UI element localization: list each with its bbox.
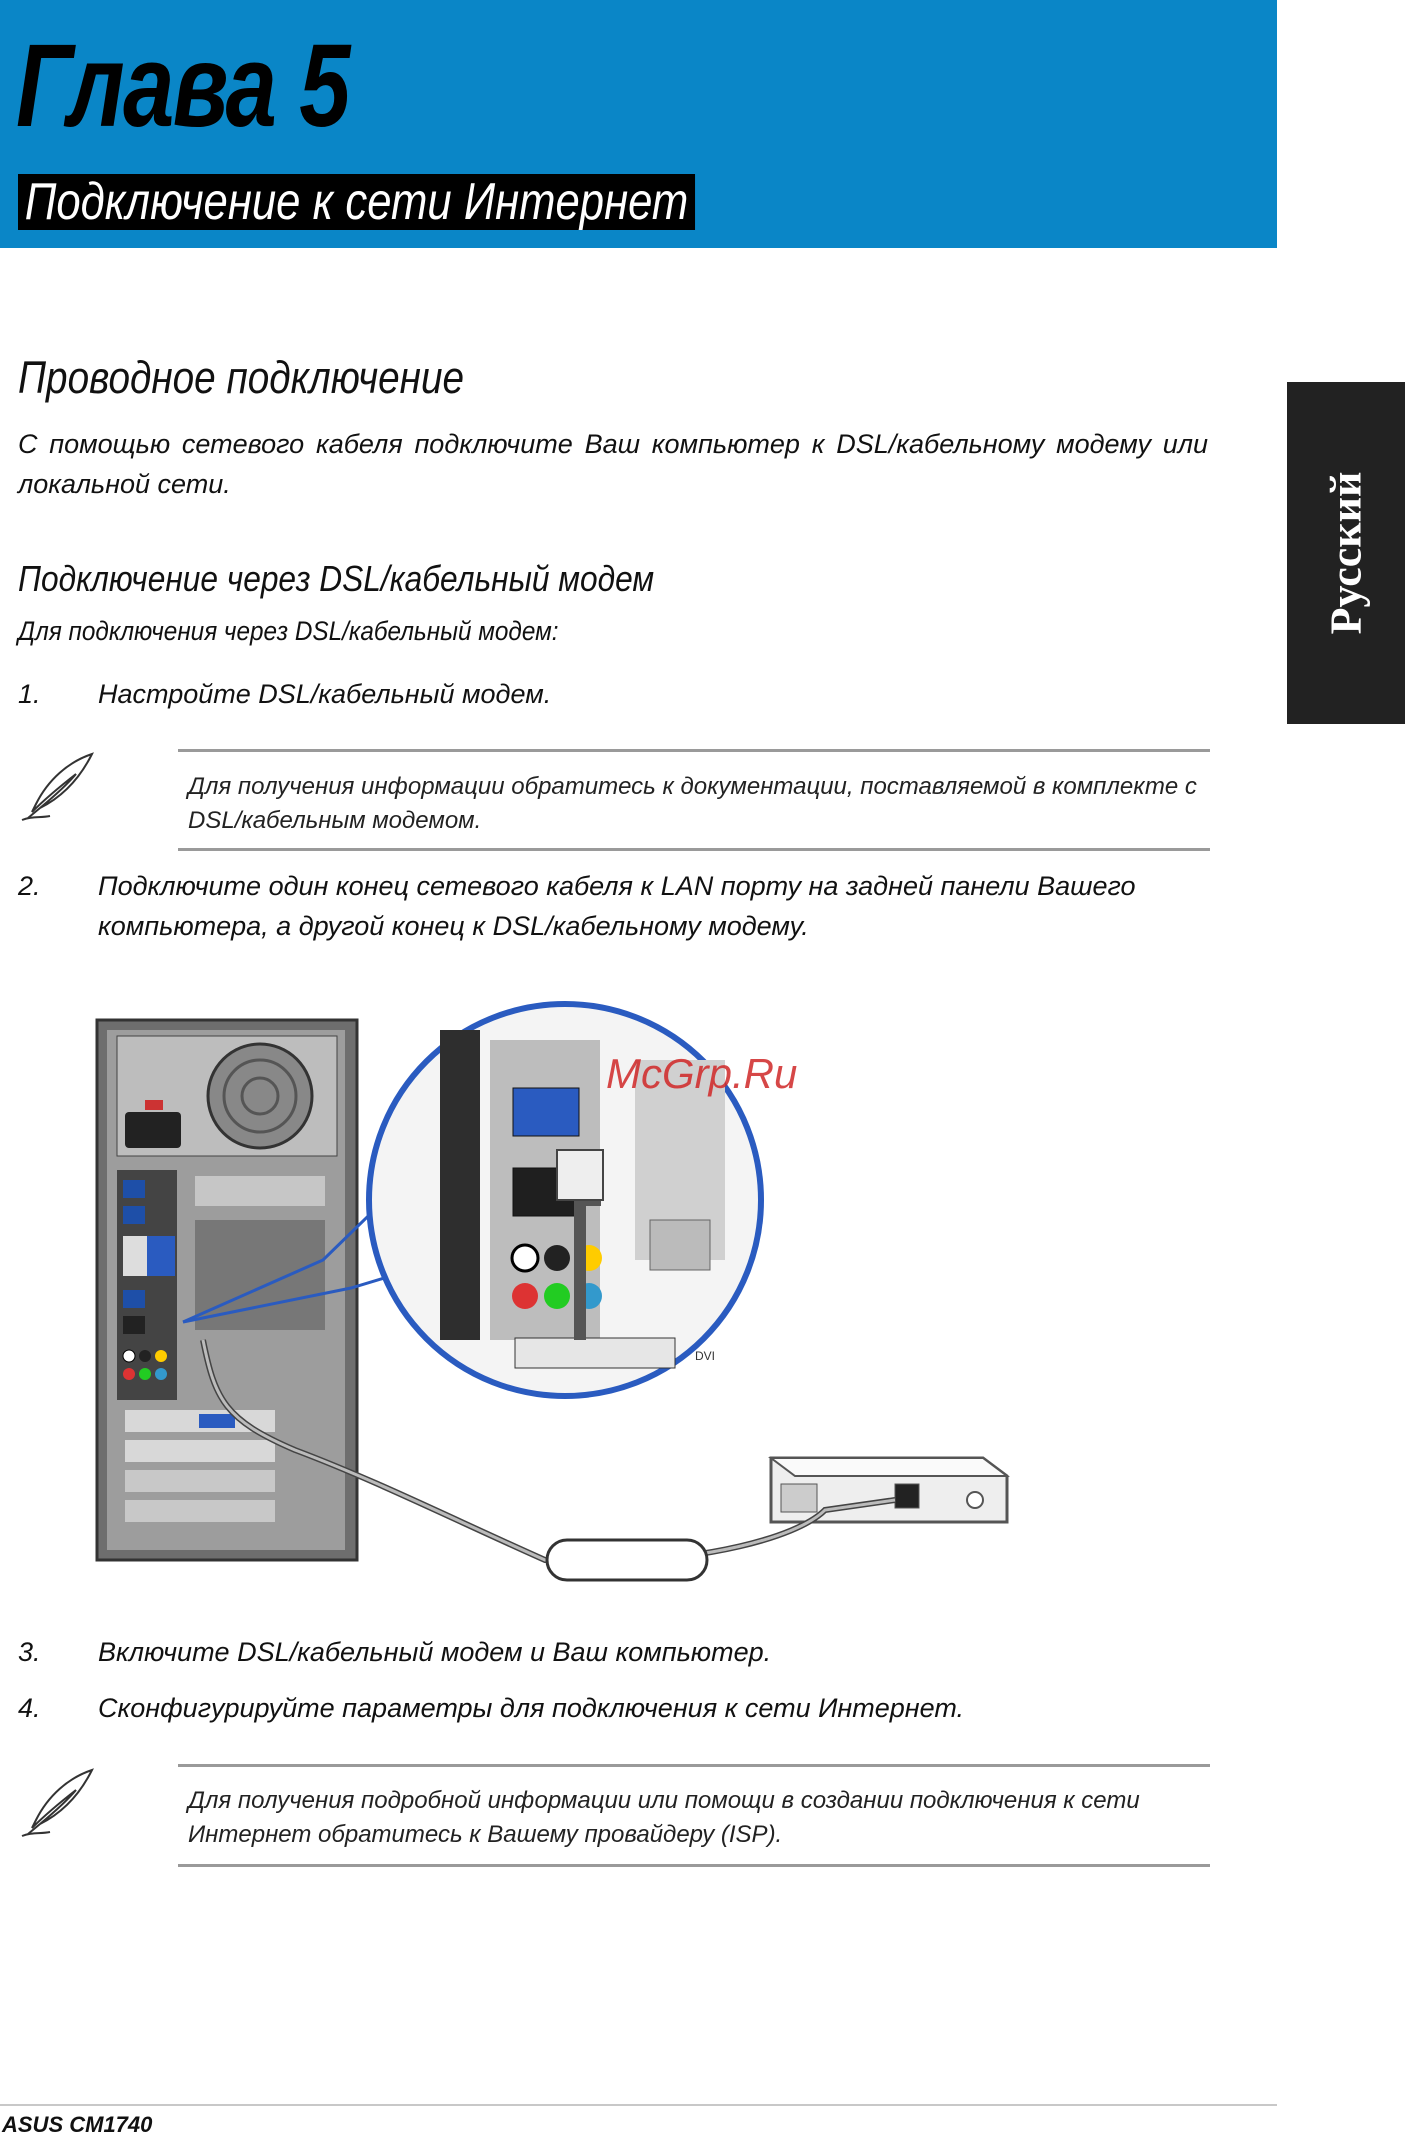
footer-rule: [0, 2104, 1277, 2106]
footer-model: ASUS CM1740: [2, 2112, 153, 2137]
note-bottom-rule: [178, 1864, 1210, 1867]
chapter-title: Глава 5: [16, 20, 349, 152]
pc-tower-illustration: [97, 1020, 357, 1560]
step-text: Настройте DSL/кабельный модем.: [98, 679, 552, 709]
chapter-subtitle: Подключение к сети Интернет: [18, 174, 695, 230]
watermark: McGrp.Ru: [606, 1050, 798, 1097]
quill-note-icon: [18, 752, 100, 822]
language-tab: [1287, 382, 1405, 724]
step-number: 1.: [18, 679, 41, 709]
step-text: Включите DSL/кабельный модем и Ваш компьютер.: [98, 1637, 772, 1667]
step-text: Сконфигурируйте параметры для подключения к сети Интернет.: [98, 1693, 965, 1723]
subsection-lead: Для подключения через DSL/кабельный модем:: [18, 616, 559, 646]
language-tab-label: Русский: [1321, 471, 1371, 635]
step-number: 2.: [18, 871, 41, 901]
note-text: Для получения информации обратитесь к документации, поставляемой в комплекте с DSL/кабельным модемом.: [188, 773, 1197, 834]
note-bottom-rule: [178, 848, 1210, 851]
dvi-port-label: DVI: [695, 1349, 716, 1363]
connection-diagram: [95, 1000, 1025, 1600]
cable-label-blank: [547, 1540, 707, 1580]
step-number: 3.: [18, 1637, 41, 1667]
quill-note-icon: [18, 1768, 100, 1838]
note-top-rule: [178, 749, 1210, 752]
note-text: Для получения подробной информации или помощи в создании подключения к сети Интернет обратитесь к Вашему провайдеру (ISP).: [188, 1787, 1140, 1848]
subsection-title: Подключение через DSL/кабельный модем: [18, 558, 655, 599]
section-intro: С помощью сетевого кабеля подключите Ваш компьютер к DSL/кабельному модему или локальной сети.: [18, 429, 1208, 499]
step-text: Подключите один конец сетевого кабеля к LAN порту на задней панели Вашего компьютера, а другой конец к DSL/кабельному модему.: [98, 871, 1136, 941]
section-title: Проводное подключение: [18, 352, 465, 403]
note-top-rule: [178, 1764, 1210, 1767]
modem-illustration: [771, 1458, 1007, 1522]
step-number: 4.: [18, 1693, 41, 1723]
